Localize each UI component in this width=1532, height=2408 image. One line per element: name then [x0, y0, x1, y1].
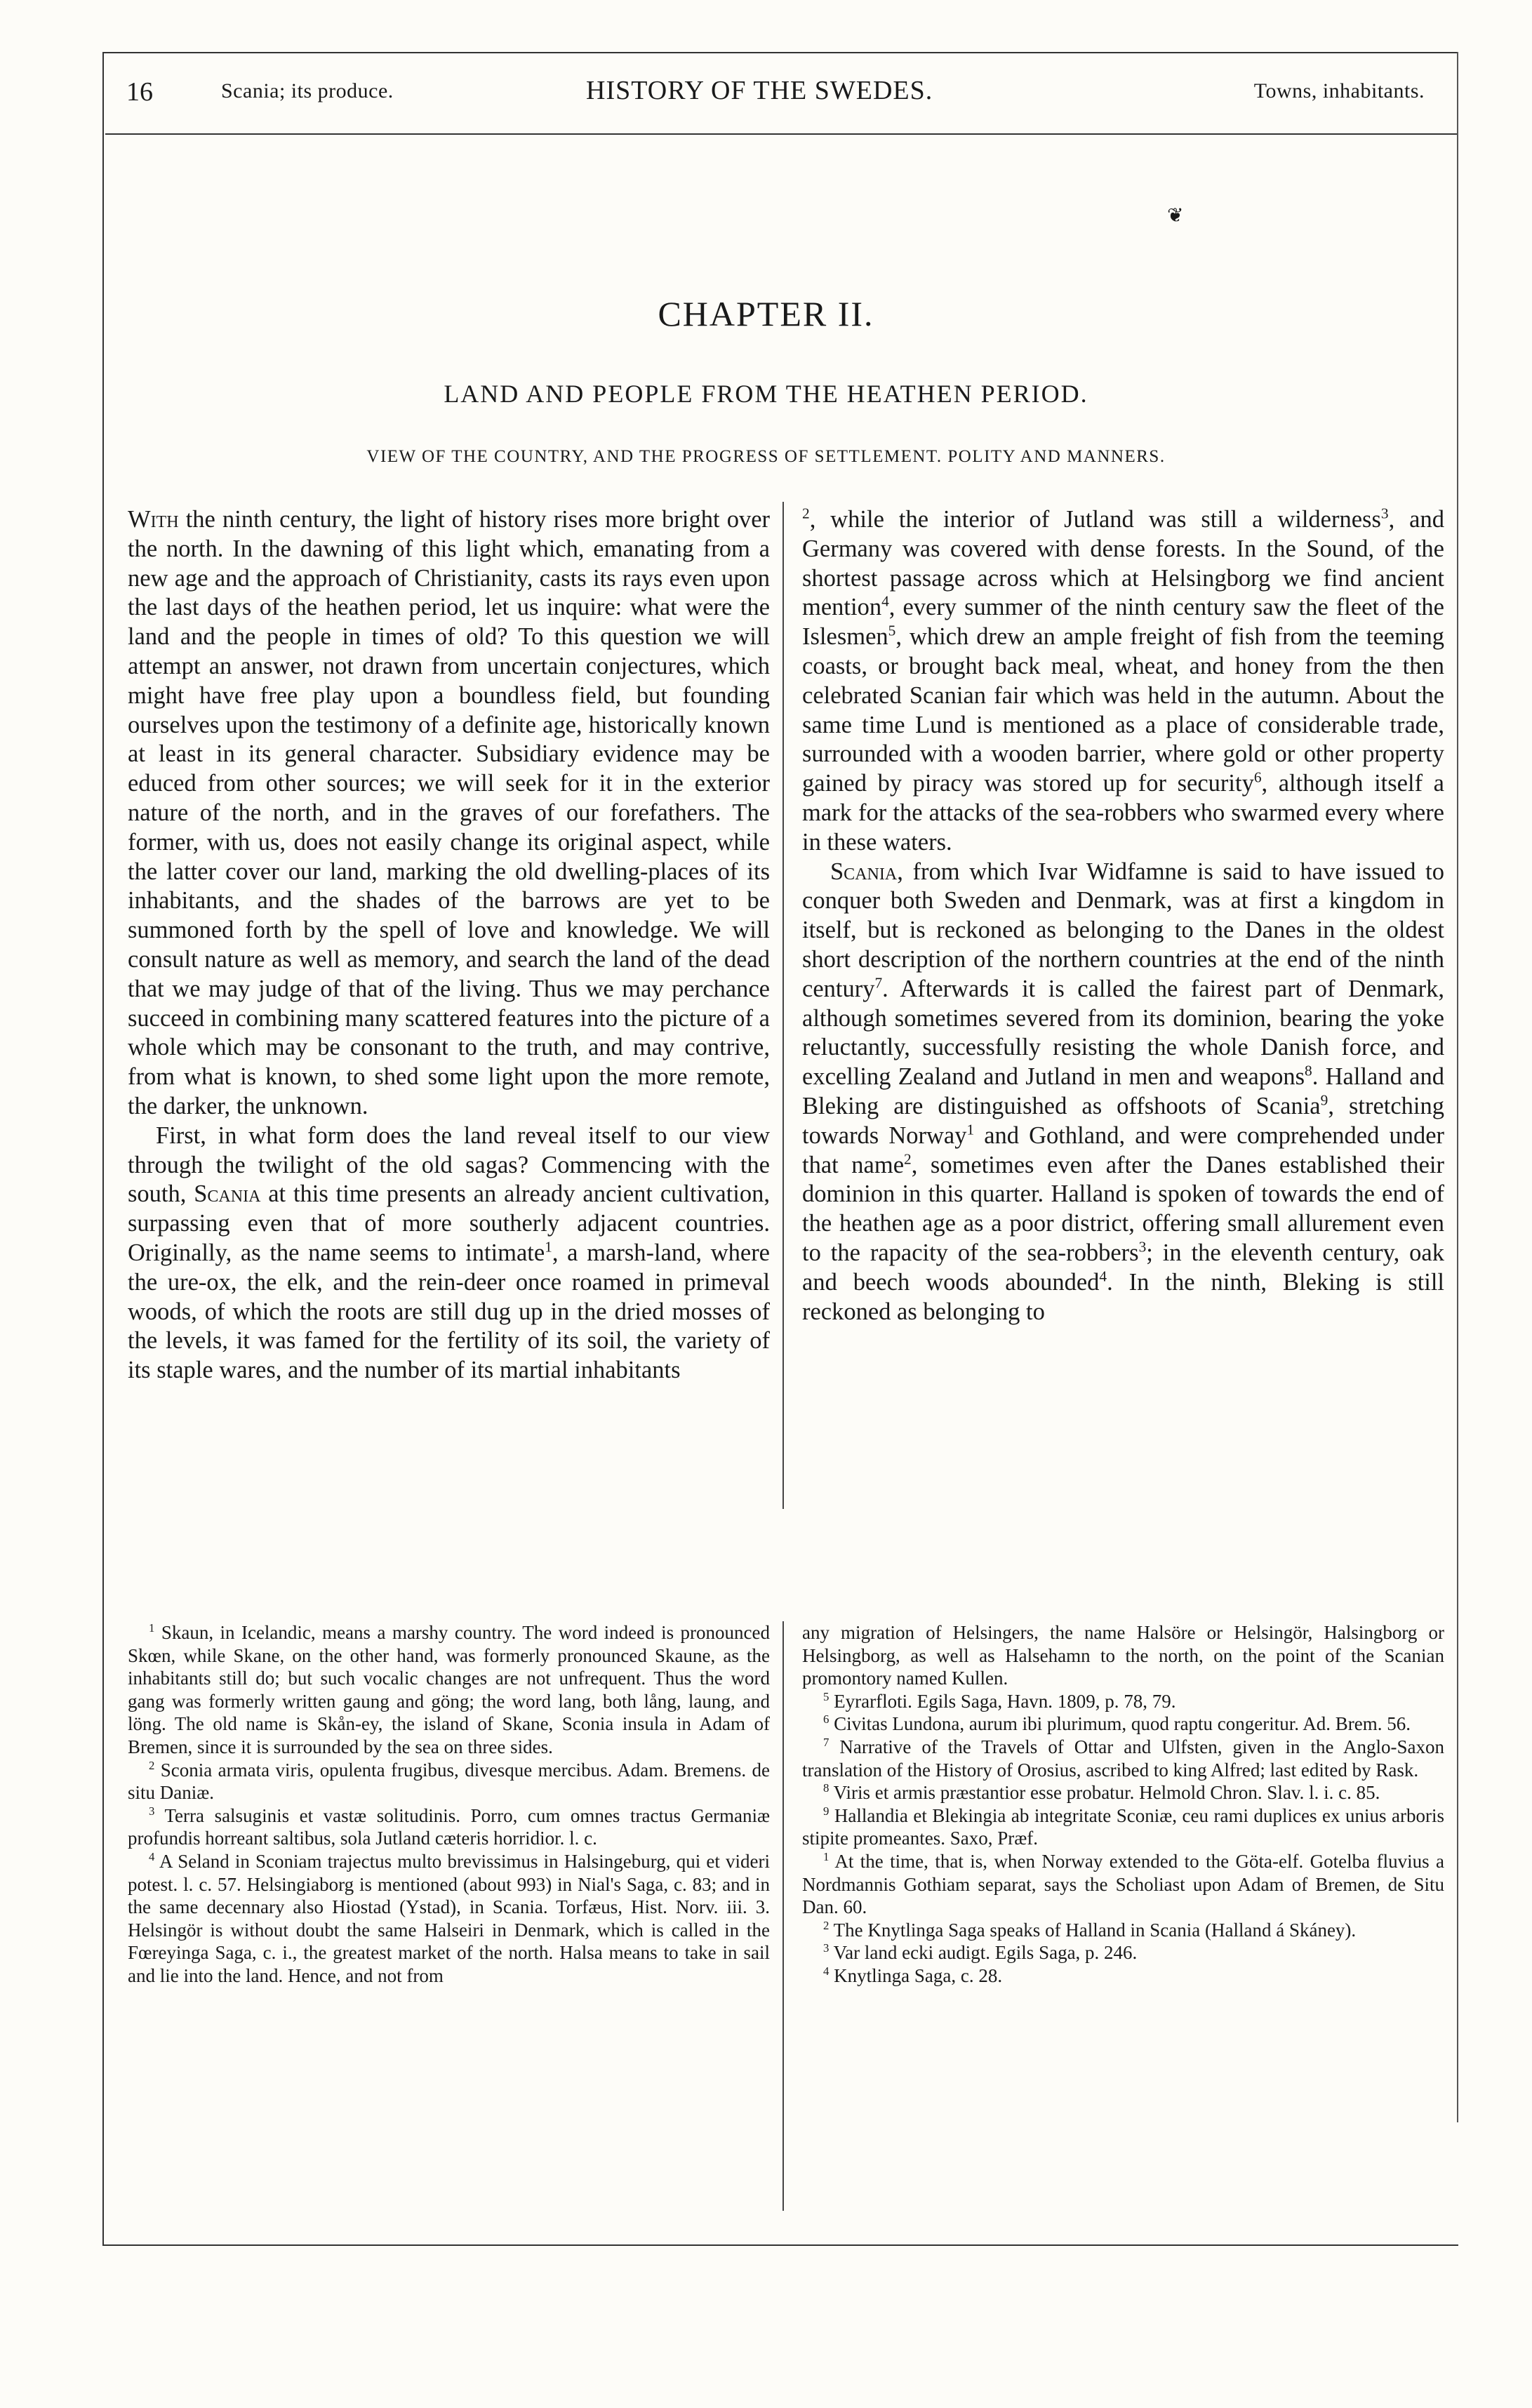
p3-text-c: . Halland and Bleking are distinguished as offshoots of Scania	[802, 1063, 1444, 1119]
footnote-6	[802, 1712, 1444, 1736]
p3-scania: Scania	[830, 858, 898, 885]
footnote-ref-4: 4	[881, 592, 889, 610]
body-column-right	[802, 505, 1444, 1326]
opening-word: With	[128, 506, 179, 533]
chapter-subtitle: LAND AND PEOPLE FROM THE HEATHEN PERIOD.	[444, 380, 1088, 408]
footnote-6-number: 6	[823, 1712, 830, 1727]
running-head	[126, 74, 1432, 116]
footnote-9-number: 9	[823, 1804, 830, 1818]
footnote-ref-10: 1	[966, 1121, 975, 1138]
p3-text-a: , from which Ivar Widfamne is said to have issued to conquer both Sweden and Denmark, was at first a kingdom in itself, but is reckoned as belonging to the Danes in the oldest short description of the northern countries at the end of the ninth century	[802, 858, 1444, 1002]
footnote-4	[128, 1850, 770, 1988]
footnote-9	[802, 1804, 1444, 1850]
p3-text-e: and Gothland, and were comprehended under that name	[802, 1122, 1444, 1178]
footnote-10-number: 1	[823, 1849, 830, 1863]
footnote-7-text: Narrative of the Travels of Ottar and Ulfsten, given in the Anglo-Saxon translation of the History of Orosius, ascribed to king Alfred; last edited by Rask.	[802, 1736, 1444, 1781]
body-column-left	[128, 505, 770, 1385]
footnote-8-text: Viris et armis præstantior esse probatur. Helmold Chron. Slav. l. i. c. 85.	[829, 1782, 1380, 1804]
footnote-4-number: 4	[149, 1849, 155, 1863]
footnote-3-text: Terra salsuginis et vastæ solitudinis. Porro, cum omnes tractus Germaniæ profundis horreant saltibus, sola Jutland cæteris horridior. l. c.	[128, 1804, 770, 1849]
p3-text-d: , stretching towards Norway	[802, 1092, 1444, 1149]
footnote-4-continued: any migration of Helsingers, the name Halsöre or Helsingör, Halsingborg or Helsingborg, as well as Halsehamn to the north, on the point of the Scanian promontory named Kullen.	[802, 1622, 1444, 1689]
footnote-ref-13: 4	[1099, 1268, 1107, 1285]
footnote-13	[802, 1964, 1444, 1988]
p2-text-f: , every summer of the ninth century saw the fleet of the Islesmen	[802, 594, 1444, 651]
running-head-title: HISTORY OF THE SWEDES.	[586, 76, 933, 105]
footnote-10-text: At the time, that is, when Norway extended to the Göta-elf. Gotelba fluvius a Nordmannis Gothiam separat, says the Scholiast upon Adam of Bremen, de Situ Dan. 60.	[802, 1850, 1444, 1918]
p2-text-c: , a marsh-land, where the ure-ox, the elk, and the rein-deer once roamed in primeval woods, of which the roots are still dug up in the dried mosses of the levels, it was famed for the fertility of its soil, the variety of its staple wares, and the number of its martial inhabitants	[128, 1239, 770, 1384]
footnote-10	[802, 1850, 1444, 1919]
p2-text-b: at this time presents an already ancient cultivation, surpassing even that of more southerly adjacent countries. Originally, as the name seems to intimate	[128, 1180, 770, 1266]
p2-text-d: , while the interior of Jutland was still a wilderness	[809, 506, 1381, 533]
p2-text-a: First, in what form does the land reveal itself to our view through the twilight of the old sagas? Commencing with the south,	[128, 1122, 770, 1208]
footnote-12-number: 3	[823, 1941, 830, 1955]
footnote-8	[802, 1781, 1444, 1804]
p3-text-g: ; in the eleventh century, oak and beech woods abounded	[802, 1239, 1444, 1296]
ornament-icon: ❦	[1167, 205, 1184, 227]
footnote-ref-12: 3	[1138, 1238, 1147, 1256]
header-rule	[105, 133, 1457, 135]
footnote-ref-9: 9	[1320, 1091, 1328, 1109]
footnotes-left	[128, 1621, 770, 1988]
footnote-ref-6: 6	[1253, 769, 1262, 786]
paragraph-2	[128, 1122, 770, 1385]
footnote-ref-11: 2	[904, 1150, 912, 1168]
paragraph-1	[128, 505, 770, 1122]
footnote-9-text: Hallandia et Blekingia ab integritate Sconiæ, ceu rami duplices ex unius arboris stipite promeantes. Saxo, Præf.	[802, 1804, 1444, 1849]
footnote-11-text: The Knytlinga Saga speaks of Halland in Scania (Halland á Skáney).	[829, 1919, 1357, 1941]
footnote-3	[128, 1804, 770, 1850]
p3-text-b: . Afterwards it is called the fairest part of Denmark, although sometimes severed from its dominion, bearing the yoke reluctantly, successfully resisting the whole Danish force, and excelling Zealand and Jutland in men and weapons	[802, 975, 1444, 1091]
footnote-1-number: 1	[149, 1621, 155, 1635]
paragraph-1-text: the ninth century, the light of history rises more bright over the north. In the dawning of this light which, emanating from a new age and the approach of Christianity, casts its rays even upon the last days of the heathen period, let us inquire: what were the land and the people in times of old? To this question we will attempt an answer, not drawn from uncertain conjectures, which might have free play upon a boundless field, but founding ourselves upon the testimony of a definite age, historically known at least in its general character. Subsidiary evidence may be educed from other sources; we will seek for it in the exterior nature of the north, and in the graves of our forefathers. The former, with us, does not easily change its original aspect, while the latter cover our land, marking the old dwelling-places of its inhabitants, and the shades of the barrows are yet to be summoned forth by the spell of love and knowledge. We will consult nature as well as memory, and search the land of the dead that we may judge of that of the living. Thus we may perchance succeed in combining many scattered features into the picture of a whole which may be consonant to the truth, and may contrive, from what is known, to shed some light upon the more remote, the darker, the unknown.	[128, 506, 770, 1119]
footnote-ref-8: 8	[1305, 1062, 1312, 1079]
footnote-12	[802, 1941, 1444, 1964]
footnote-8-number: 8	[823, 1781, 830, 1795]
footnote-ref-3: 3	[1380, 505, 1389, 522]
footnote-11-number: 2	[823, 1918, 830, 1932]
footnote-7-number: 7	[823, 1735, 830, 1749]
p3-text-h: . In the ninth, Bleking is still reckoned as belonging to	[802, 1268, 1444, 1325]
footnote-11	[802, 1919, 1444, 1942]
footnote-3-number: 3	[149, 1804, 155, 1818]
chapter-summary: VIEW OF THE COUNTRY, AND THE PROGRESS OF SETTLEMENT. POLITY AND MANNERS.	[366, 447, 1166, 466]
paragraph-3	[802, 858, 1444, 1327]
footnote-ref-2: 2	[802, 505, 810, 522]
p2-scania: Scania	[194, 1180, 261, 1208]
footnote-5	[802, 1690, 1444, 1713]
footnote-5-number: 5	[823, 1689, 830, 1703]
p2-text-g: , which drew an ample freight of fish from the teeming coasts, or brought back meal, wheat, and honey from the then celebrated Scanian fair which was held in the autumn. About the same time Lund is mentioned as a place of considerable trade, surrounded with a wooden barrier, where gold or other property gained by piracy was stored up for security	[802, 623, 1444, 797]
footnote-5-text: Eyrarfloti. Egils Saga, Havn. 1809, p. 78, 79.	[829, 1690, 1176, 1712]
running-head-left: Scania; its produce.	[221, 79, 394, 102]
p2-text-h: , although itself a mark for the attacks of the sea-robbers who swarmed every where in these waters.	[802, 770, 1444, 856]
footnote-ref-1: 1	[545, 1238, 552, 1256]
footnote-12-text: Var land ecki audigt. Egils Saga, p. 246.	[829, 1942, 1138, 1964]
page-number: 16	[126, 77, 153, 107]
footnote-2-number: 2	[149, 1758, 155, 1772]
footnote-1	[128, 1621, 770, 1759]
page-frame-right-edge	[1457, 52, 1458, 2122]
footnote-2-text: Sconia armata viris, opulenta frugibus, divesque mercibus. Adam. Bremens. de situ Daniæ.	[128, 1759, 770, 1804]
footnotes-right	[802, 1621, 1444, 1988]
footnote-2	[128, 1759, 770, 1804]
footnote-6-text: Civitas Lundona, aurum ibi plurimum, quod raptu congeritur. Ad. Brem. 56.	[829, 1713, 1411, 1735]
footnote-column-divider	[782, 1621, 784, 2211]
p2-text-e: , and Germany was covered with dense forests. In the Sound, of the shortest passage across which at Helsingborg we find ancient mention	[802, 506, 1444, 621]
running-head-right: Towns, inhabitants.	[1253, 79, 1425, 102]
footnote-13-number: 4	[823, 1964, 830, 1978]
chapter-title: CHAPTER II.	[658, 294, 874, 333]
footnote-4-text: A Seland in Sconiam trajectus multo brevissimus in Halsingeburg, qui et videri potest. l. c. 57. Helsingiaborg is mentioned (about 993) in Nial's Saga, c. 83; and in the same decennary also Hiostad (Ystad), in Scania. Torfæus, Hist. Norv. iii. 3. Helsingör is without doubt the same Halseiri in Denmark, which is called in the Fœreyinga Saga, c. i., the greatest market of the north. Halsa means to take in sail and lie into the land. Hence, and not from	[128, 1850, 770, 1986]
footnote-7	[802, 1736, 1444, 1781]
footnote-ref-5: 5	[888, 622, 896, 639]
column-divider	[782, 502, 784, 1509]
footnote-13-text: Knytlinga Saga, c. 28.	[829, 1964, 1003, 1986]
footnote-ref-7: 7	[874, 974, 883, 992]
paragraph-2-cont	[802, 505, 1444, 858]
p3-text-f: , sometimes even after the Danes established their dominion in this quarter. Halland is spoken of towards the end of the heathen age as a poor district, offering small allurement even to the rapacity of the sea-robbers	[802, 1151, 1445, 1266]
footnote-1-text: Skaun, in Icelandic, means a marshy country. The word indeed is pronounced Skœn, while Skane, on the other hand, was formerly pronounced Skaune, as the inhabitants still do; but such vocalic changes are not unfrequent. Thus the word gang was formerly written gaung and göng; the word lang, both lång, laung, and löng. The old name is Skån-ey, the island of Skane, Sconia insula in Adam of Bremen, since it is surrounded by the sea on three sides.	[128, 1622, 770, 1757]
